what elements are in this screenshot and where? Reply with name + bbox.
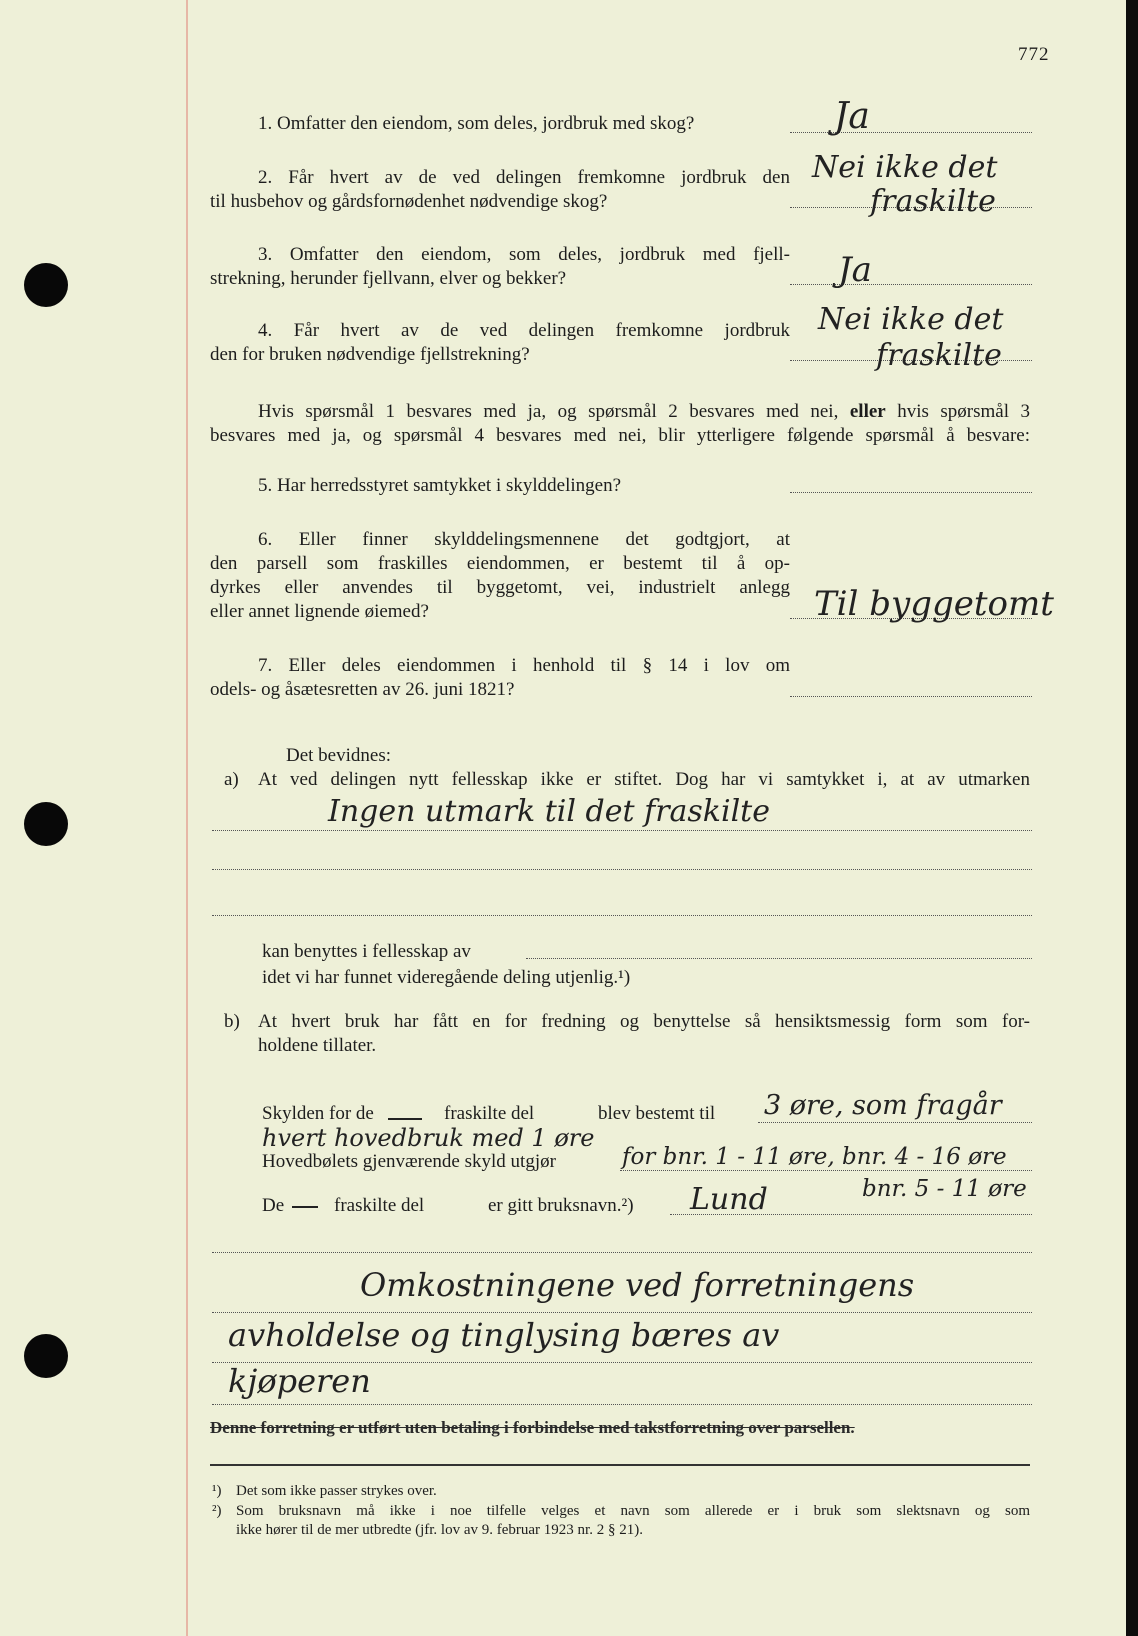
handwritten-answer-6: Til byggetomt [814, 584, 1054, 624]
item-b-label: b) [224, 1011, 240, 1032]
item-a-line3: idet vi har funnet videregående deling utjenlig.¹) [262, 967, 631, 988]
navn-label-1: De [262, 1195, 285, 1216]
item-a-label: a) [224, 769, 239, 790]
hovedbol-label: Hovedbølets gjenværende skyld utgjør [262, 1151, 556, 1172]
question-2-line1: 2. Får hvert av de ved delingen fremkomne jordbruk den [258, 167, 790, 188]
handwritten-remark-1: Omkostningene ved forretningens [360, 1266, 915, 1304]
instruction-line1 [258, 400, 1030, 424]
page-number: 772 [1018, 44, 1050, 65]
question-6-line2: den parsell som fraskilles eiendommen, er bestemt til å op- [210, 553, 790, 574]
skyld-label-1: Skylden for de [262, 1103, 374, 1124]
handwritten-bruksnavn: Lund [690, 1182, 768, 1217]
handwritten-answer-4a: Nei ikke det [818, 302, 1004, 337]
handwritten-skyld-1: 3 øre, som fragår [764, 1090, 1002, 1121]
question-4-line1: 4. Får hvert av de ved delingen fremkomne jordbruk [258, 320, 790, 341]
answer-line [212, 915, 1032, 916]
answer-line [758, 1122, 1032, 1123]
margin-line [186, 0, 188, 1636]
question-1: 1. Omfatter den eiendom, som deles, jordbruk med skog? [258, 113, 695, 134]
answer-line [620, 1170, 1032, 1171]
handwritten-answer-1: Ja [834, 96, 870, 137]
item-b-line2: holdene tillater. [258, 1035, 377, 1056]
handwritten-hovedbol-2: bnr. 5 - 11 øre [862, 1176, 1027, 1202]
punch-hole [24, 802, 68, 846]
question-3-line2: strekning, herunder fjellvann, elver og bekker? [210, 268, 567, 289]
answer-line [212, 1252, 1032, 1253]
skyld-label-3: blev bestemt til [598, 1103, 716, 1124]
bevidnes-heading: Det bevidnes: [286, 745, 392, 766]
item-a-text: At ved delingen nytt fellesskap ikke er stiftet. Dog har vi samtykket i, at av utmarken [258, 769, 1030, 790]
handwritten-answer-2a: Nei ikke det [812, 150, 998, 185]
struck-dash [292, 1206, 318, 1208]
skyld-label-2: fraskilte del [444, 1103, 535, 1124]
answer-line [790, 132, 1032, 133]
question-4-line2: den for bruken nødvendige fjellstrekning? [210, 344, 530, 365]
question-7-line2: odels- og åsætesretten av 26. juni 1821? [210, 679, 515, 700]
instruction-text-b: hvis spørsmål 3 [897, 401, 1031, 422]
handwritten-hovedbol: for bnr. 1 - 11 øre, bnr. 4 - 16 øre [622, 1144, 1007, 1170]
question-7-line1: 7. Eller deles eiendommen i henhold til § 14 i lov om [258, 655, 790, 676]
instruction-line2: besvares med ja, og spørsmål 4 besvares med nei, blir ytterligere følgende spørsmål å besvare: [210, 425, 1030, 446]
struck-dash [388, 1118, 422, 1120]
question-5: 5. Har herredsstyret samtykket i skylddelingen? [258, 475, 622, 496]
footnote-rule [210, 1464, 1030, 1466]
handwritten-answer-2b: fraskilte [870, 184, 996, 219]
answer-line [790, 284, 1032, 285]
answer-line [212, 869, 1032, 870]
answer-line [212, 1404, 1032, 1405]
handwritten-answer-4b: fraskilte [876, 338, 1002, 373]
navn-label-2: fraskilte del [334, 1195, 425, 1216]
navn-label-3: er gitt bruksnavn.²) [488, 1195, 634, 1216]
instruction-bold: eller [849, 401, 886, 422]
punch-hole [24, 1334, 68, 1378]
footnote-1-mark: ¹) [212, 1483, 222, 1499]
item-b-line1: At hvert bruk har fått en for fredning og benyttelse så hensiktsmessig form som for- [258, 1011, 1030, 1032]
footnote-1-text: Det som ikke passer strykes over. [236, 1483, 437, 1499]
answer-line [790, 696, 1032, 697]
handwritten-remark-3: kjøperen [228, 1362, 371, 1400]
instruction-text-a: Hvis spørsmål 1 besvares med ja, og spørsmål 2 besvares med nei, [258, 401, 839, 422]
answer-line [212, 1312, 1032, 1313]
item-a-line2: kan benyttes i fellesskap av [262, 941, 471, 962]
punch-hole [24, 263, 68, 307]
question-6-line4: eller annet lignende øiemed? [210, 601, 429, 622]
question-3-line1: 3. Omfatter den eiendom, som deles, jordbruk med fjell- [258, 244, 790, 265]
question-6-line1: 6. Eller finner skylddelingsmennene det godtgjort, at [258, 529, 790, 550]
handwritten-answer-a: Ingen utmark til det fraskilte [328, 794, 770, 829]
question-2-line2: til husbehov og gårdsfornødenhet nødvendige skog? [210, 191, 608, 212]
answer-line [790, 492, 1032, 493]
handwritten-remark-2: avholdelse og tinglysing bæres av [228, 1316, 780, 1354]
struck-sentence: Denne forretning er utført uten betaling i forbindelse med takstforretning over parsellen. [210, 1418, 855, 1437]
answer-line [526, 958, 1032, 959]
footnote-2-mark: ²) [212, 1503, 222, 1519]
answer-line [212, 830, 1032, 831]
footnote-2-text: Som bruksnavn må ikke i noe tilfelle velges et navn som allerede er i bruk som slektsnavn og som [236, 1503, 1030, 1519]
handwritten-skyld-2: hvert hovedbruk med 1 øre [262, 1124, 595, 1152]
handwritten-answer-3: Ja [838, 250, 872, 290]
footnote-2-text-cont: ikke hører til de mer utbredte (jfr. lov av 9. februar 1923 nr. 2 § 21). [236, 1522, 643, 1538]
question-6-line3: dyrkes eller anvendes til byggetomt, vei, industrielt anlegg [210, 577, 790, 598]
